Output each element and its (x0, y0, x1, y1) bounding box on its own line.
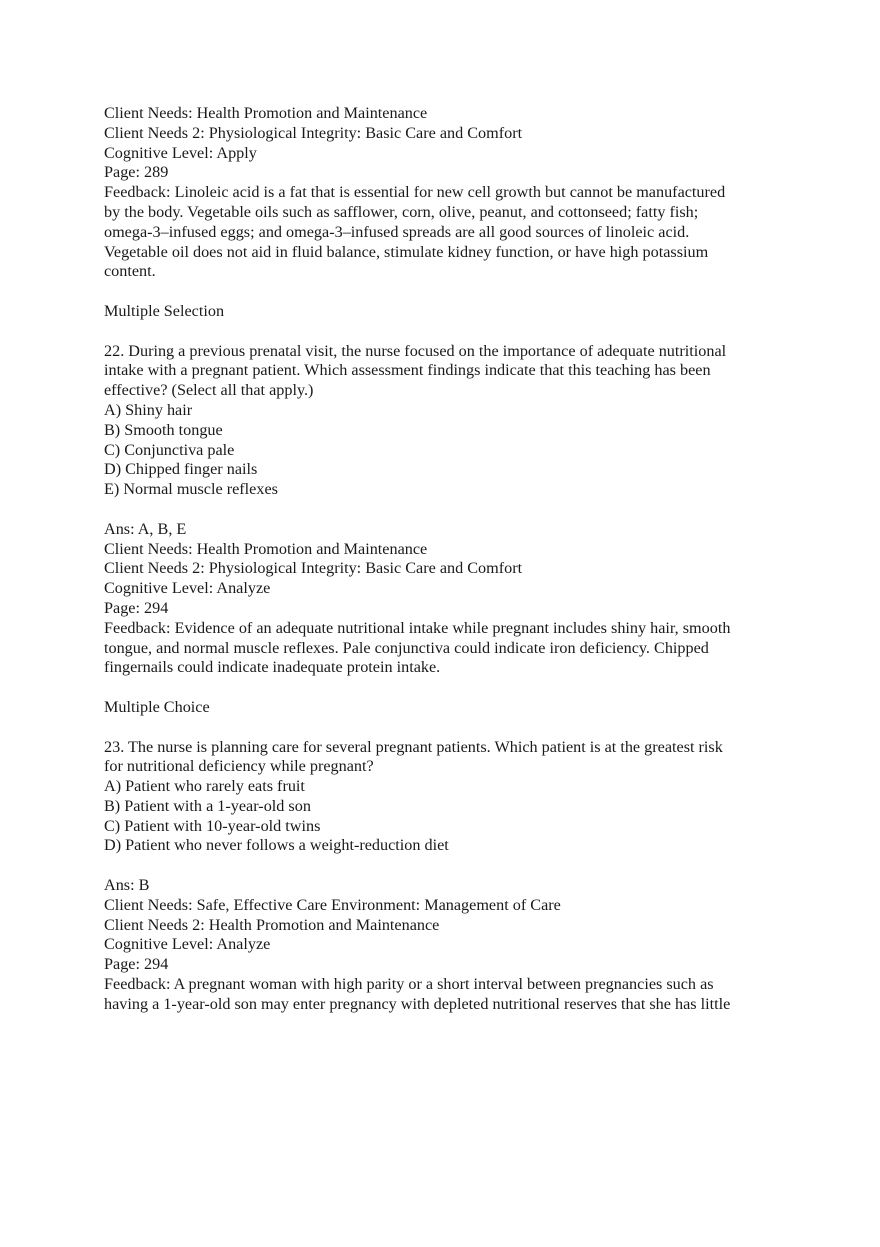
answer-key: Ans: B (104, 876, 150, 895)
answer-option: A) Shiny hair (104, 400, 193, 419)
question-stem-line: effective? (Select all that apply.) (104, 381, 314, 400)
page-reference: Page: 289 (104, 163, 169, 182)
section-heading: Multiple Selection (104, 301, 225, 320)
feedback-line: Feedback: A pregnant woman with high parity or a short interval between pregnancies such as (104, 975, 714, 994)
client-needs-2: Client Needs 2: Physiological Integrity: Basic Care and Comfort (104, 123, 523, 142)
answer-option: C) Patient with 10-year-old twins (104, 816, 321, 835)
client-needs: Client Needs: Health Promotion and Maintenance (104, 539, 428, 558)
cognitive-level: Cognitive Level: Apply (104, 143, 257, 162)
answer-option: D) Patient who never follows a weight-reduction diet (104, 836, 449, 855)
feedback-line: tongue, and normal muscle reflexes. Pale conjunctiva could indicate iron deficiency. Chipped (104, 638, 709, 657)
client-needs: Client Needs: Safe, Effective Care Environment: Management of Care (104, 895, 561, 914)
feedback-line: having a 1-year-old son may enter pregnancy with depleted nutritional reserves that she has little (104, 994, 731, 1013)
feedback-line: Feedback: Evidence of an adequate nutritional intake while pregnant includes shiny hair, smooth (104, 618, 731, 637)
answer-option: D) Chipped finger nails (104, 460, 258, 479)
answer-option: A) Patient who rarely eats fruit (104, 777, 305, 796)
page-reference: Page: 294 (104, 598, 169, 617)
client-needs-2: Client Needs 2: Physiological Integrity: Basic Care and Comfort (104, 559, 523, 578)
feedback-line: by the body. Vegetable oils such as safflower, corn, olive, peanut, and cottonseed; fatty fish; (104, 202, 699, 221)
answer-option: B) Patient with a 1-year-old son (104, 796, 311, 815)
feedback-line: fingernails could indicate inadequate protein intake. (104, 658, 441, 677)
client-needs-2: Client Needs 2: Health Promotion and Maintenance (104, 915, 440, 934)
client-needs: Client Needs: Health Promotion and Maintenance (104, 104, 428, 122)
feedback-line: content. (104, 262, 156, 281)
question-stem-line: 23. The nurse is planning care for several pregnant patients. Which patient is at the greatest risk (104, 737, 723, 756)
answer-key: Ans: A, B, E (104, 519, 187, 538)
section-heading: Multiple Choice (104, 697, 210, 716)
document-page (104, 104, 794, 1015)
cognitive-level: Cognitive Level: Analyze (104, 935, 271, 954)
feedback-line: omega-3–infused eggs; and omega-3–infused spreads are all good sources of linoleic acid. (104, 222, 690, 241)
cognitive-level: Cognitive Level: Analyze (104, 579, 271, 598)
feedback-line: Vegetable oil does not aid in fluid balance, stimulate kidney function, or have high potassium (104, 242, 709, 261)
question-stem-line: 22. During a previous prenatal visit, the nurse focused on the importance of adequate nutritional (104, 341, 727, 360)
question-stem-line: for nutritional deficiency while pregnant? (104, 757, 374, 776)
page-reference: Page: 294 (104, 955, 169, 974)
answer-option: C) Conjunctiva pale (104, 440, 235, 459)
answer-option: E) Normal muscle reflexes (104, 480, 278, 499)
feedback-line: Feedback: Linoleic acid is a fat that is essential for new cell growth but cannot be manufactured (104, 183, 726, 202)
question-stem-line: intake with a pregnant patient. Which assessment findings indicate that this teaching has been (104, 361, 711, 380)
answer-option: B) Smooth tongue (104, 420, 223, 439)
